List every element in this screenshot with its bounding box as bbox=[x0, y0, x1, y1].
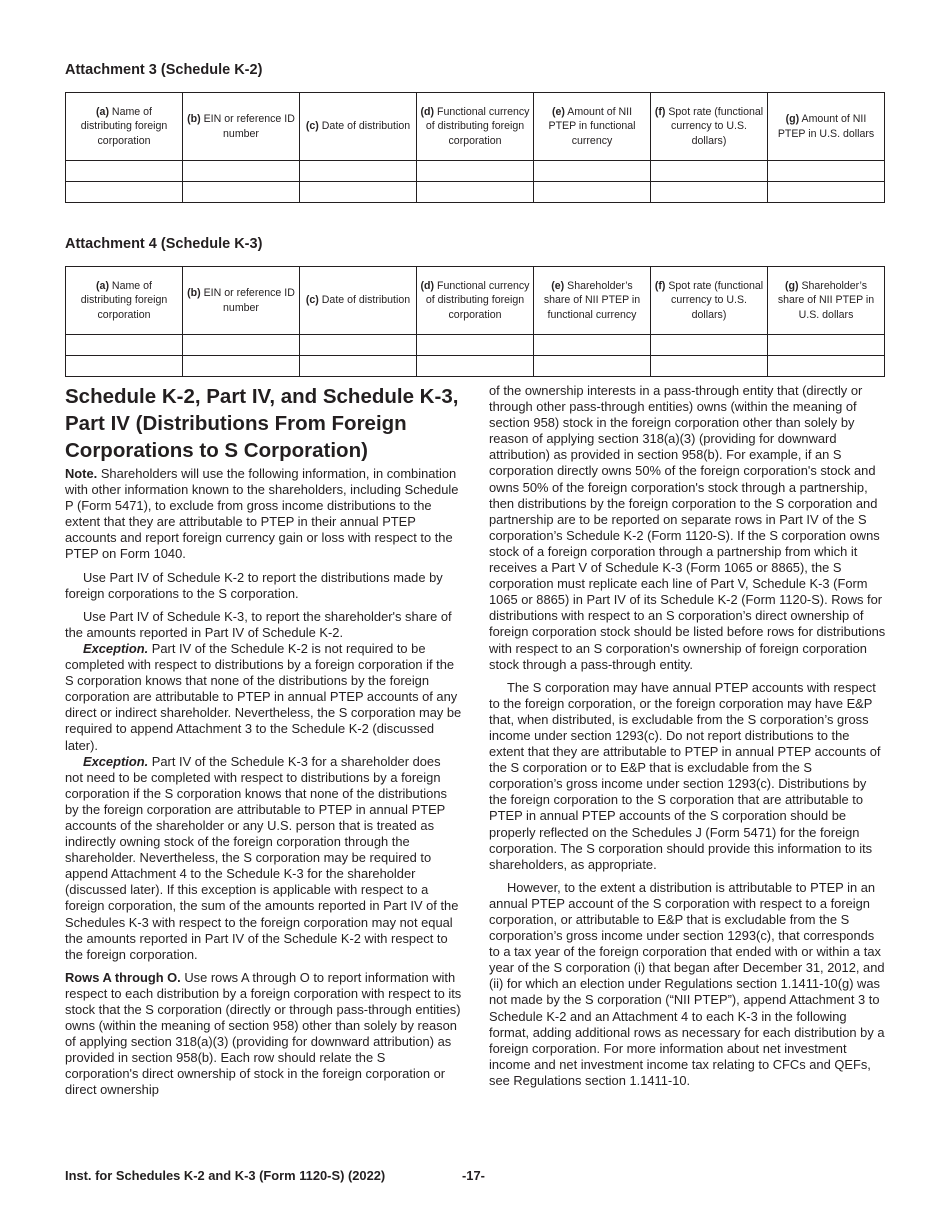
header-cell: (e) Shareholder’s share of NII PTEP in functional currency bbox=[534, 267, 651, 335]
header-cell: (d) Functional currency of distributing foreign corporation bbox=[417, 267, 534, 335]
table-row bbox=[66, 335, 885, 356]
paragraph: The S corporation may have annual PTEP accounts with respect to the foreign corporation, or the foreign corporation may have E&P that, when distributed, is excludable from the S corporation’s gross income under section 1293(c). Do not report distributions to the extent that they are attributable to PTEP in annual PTEP accounts of the S corporation or to E&P that is excludable from the S corporation’s gross income under section 1293(c). Distributions by the foreign corporation to the S corporation that are attributable to PTEP in annual PTEP accounts of the S corporation should be properly reflected on the Schedules J (Form 5471) for the foreign corporation. The S corporation should provide this information to its shareholders, as appropriate. bbox=[489, 679, 881, 872]
header-cell: (g) Shareholder’s share of NII PTEP in U.S. dollars bbox=[768, 267, 885, 335]
attachment-3-table bbox=[65, 92, 885, 203]
section-title: Schedule K-2, Part IV, and Schedule K-3, Part IV (Distributions From Foreign Corporations to S Corporation) bbox=[65, 385, 459, 462]
header-cell: (e) Amount of NII PTEP in functional currency bbox=[534, 93, 651, 161]
header-cell: (d) Functional currency of distributing foreign corporation bbox=[417, 93, 534, 161]
rows-paragraph: Rows A through O. Use rows A through O to report information with respect to each distribution by a foreign corporation with respect to its stock that the S corporation (directly or through pass-through entities) owns (within the meaning of section 958) other than solely by reason of applying section 318(a)(3) (providing for downward attribution) as provided in section 958(b). Each row should relate the S corporation's direct ownership of stock in the foreign corporation or direct ownership bbox=[65, 969, 462, 1098]
left-column bbox=[65, 383, 462, 1099]
header-cell: (c) Date of distribution bbox=[300, 93, 417, 161]
table-row bbox=[66, 356, 885, 377]
header-cell: (b) EIN or reference ID number bbox=[183, 93, 300, 161]
paragraph: Use Part IV of Schedule K-3, to report the shareholder's share of the amounts reported in Part IV of Schedule K-2. bbox=[65, 608, 452, 640]
attachment-4-table bbox=[65, 266, 885, 377]
paragraph: of the ownership interests in a pass-through entity that (directly or through other pass-through entities) owns (within the meaning of section 958) stock in the foreign corporation other than solely by reason of applying section 318(a)(3) (providing for downward attribution) as provided in section 958(b). For example, if an S corporation directly owns 50% of the foreign corporation's stock and owns 50% of the foreign corporation's stock through a partnership, then distributions by the foreign corporation to the S corporation and partnership are to be reported on separate rows in Part IV of the S corporation’s Schedule K-2 (Form 1120-S). If the S corporation owns stock of a foreign corporation through a partnership from which it receives a Part V of Schedule K-3 (Form 1065 or 8865), the S corporation must replicate each line of Part V, Schedule K-3 (Form 1065 or 8865) in Part IV of its Schedule K-2 (Form 1120-S). Rows for distributions with respect to an S corporation’s direct ownership of foreign corporation stock should be listed before rows for distributions with respect to an S corporation's ownership of foreign corporation stock through a pass-through entity. bbox=[489, 383, 886, 672]
table-header-row bbox=[66, 267, 885, 335]
attachment-3-title: Attachment 3 (Schedule K-2) bbox=[65, 62, 263, 78]
paragraph: However, to the extent a distribution is attributable to PTEP in an annual PTEP account of the S corporation with respect to a foreign corporation, or attributable to E&P that is excludable from the S corporation’s gross income under section 1293(c), that corresponds to a tax year of the foreign corporation that ended with or within a tax year of the S corporation (i) that began after December 31, 2012, and (ii) for which an election under Regulations section 1.1411-10(g) was not made by the S corporation (“NII PTEP”), append Attachment 3 to Schedule K-2 and an Attachment 4 to each K-3 in the following format, adding additional rows as necessary for each distribution by a foreign corporation. For more information about net investment income and net investment income tax relating to CFCs and QEFs, see Regulations section 1.1411-10. bbox=[489, 879, 885, 1088]
right-column bbox=[489, 383, 887, 1089]
exception-paragraph: Exception. Part IV of the Schedule K-3 for a shareholder does not need to be completed with respect to distributions by a foreign corporation if the S corporation knows that none of the distributions by the foreign corporation are attributable to PTEP in annual PTEP accounts of the shareholder or any U.S. person that is treated as indirectly owning stock of the foreign corporation through the shareholder. Nevertheless, the S corporation may be required to append Attachment 4 to the Schedule K-3 for the shareholder (discussed later). If this exception is applicable with respect to a foreign corporation, the sum of the amounts reported in Part IV of the Schedules K-3 with respect to the foreign corporation may not equal the amounts reported in Part IV of the Schedule K-2 with respect to the foreign corporation. bbox=[65, 753, 459, 962]
attachment-4-title: Attachment 4 (Schedule K-3) bbox=[65, 236, 263, 252]
header-cell: (a) Name of distributing foreign corporation bbox=[66, 93, 183, 161]
header-cell: (g) Amount of NII PTEP in U.S. dollars bbox=[768, 93, 885, 161]
table-row bbox=[66, 182, 885, 203]
header-cell: (a) Name of distributing foreign corporation bbox=[66, 267, 183, 335]
table-row bbox=[66, 161, 885, 182]
header-cell: (c) Date of distribution bbox=[300, 267, 417, 335]
header-cell: (f) Spot rate (functional currency to U.S. dollars) bbox=[651, 267, 768, 335]
page-number: -17- bbox=[462, 1168, 485, 1183]
header-cell: (b) EIN or reference ID number bbox=[183, 267, 300, 335]
header-cell: (f) Spot rate (functional currency to U.S. dollars) bbox=[651, 93, 768, 161]
footer-title: Inst. for Schedules K-2 and K-3 (Form 1120-S) (2022) bbox=[65, 1168, 386, 1183]
table-header-row bbox=[66, 93, 885, 161]
note-paragraph: Note. Shareholders will use the following information, in combination with other information known to the shareholders, including Schedule P (Form 5471), to exclude from gross income distributions to the extent that they are attributable to PTEP in their annual PTEP accounts and report foreign currency gain or loss with respect to the PTEP on Form 1040. bbox=[65, 466, 459, 562]
paragraph: Use Part IV of Schedule K-2 to report the distributions made by foreign corporations to the S corporation. bbox=[65, 569, 443, 601]
exception-paragraph: Exception. Part IV of the Schedule K-2 is not required to be completed with respect to distributions by a foreign corporation if the S corporation knows that none of the distributions by the foreign corporation are attributable to PTEP in annual PTEP accounts of any direct or indirect shareholder. Nevertheless, the S corporation may be required to append Attachment 3 to the Schedule K-2 (discussed later). bbox=[65, 640, 462, 753]
